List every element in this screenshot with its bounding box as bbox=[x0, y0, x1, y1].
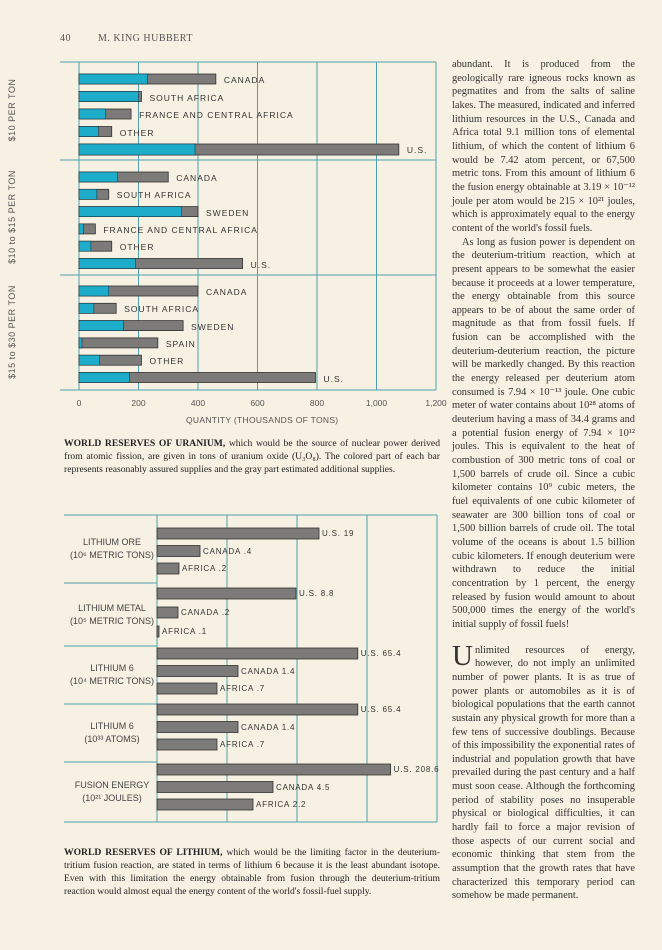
uranium-caption-text: which would be the source of nuclear power derived from atomic fission, are given in tons of uranium oxide (U₃O₈). The colored part of each bar represents reasonably assured supplies and the gray part estimated additional supplies. bbox=[64, 438, 440, 475]
body-paragraph-3 bbox=[452, 639, 635, 903]
bar-label: SWEDEN bbox=[191, 321, 235, 332]
lithium-bar-label: U.S. 8.8 bbox=[299, 589, 335, 598]
uranium-caption-title: WORLD RESERVES OF URANIUM, bbox=[64, 438, 226, 449]
lithium-bar-label: AFRICA .1 bbox=[162, 627, 207, 636]
bar-label: SOUTH AFRICA bbox=[116, 190, 192, 201]
body-paragraph-1: abundant. It is produced from the geologically rare igneous rocks known as pegmatites and from the salts of saline lakes. The measured, indicated and inferred lithium resources in the U.S., Canada and Africa total 9.1 million tons of elemental lithium, of which the content of lithium 6 would be 7.42 atom percent, or 67,500 metric tons. From this amount of lithium 6 the fusion energy obtainable at 3.19 × 10⁻¹² joule per atom would be 215 × 10²¹ joules, which is approximately equal to the energy content of the world's fossil fuels. bbox=[452, 59, 635, 234]
lithium-bar bbox=[157, 563, 179, 574]
drop-cap: U bbox=[452, 639, 473, 672]
x-tick-label: 800 bbox=[309, 398, 325, 408]
price-group-label: $10 PER TON bbox=[7, 78, 17, 142]
bar-label: OTHER bbox=[119, 127, 155, 138]
lithium-group-label-line1: FUSION ENERGY bbox=[74, 780, 150, 790]
bar-label: U.S. bbox=[323, 373, 345, 384]
bar-label: CANADA bbox=[223, 75, 266, 85]
lithium-group-label-line2: (10⁶ METRIC TONS) bbox=[70, 550, 154, 560]
price-group-label: $15 to $30 PER TON bbox=[7, 284, 17, 379]
x-tick-label: 400 bbox=[190, 398, 206, 408]
page-number: 40 bbox=[60, 33, 71, 44]
lithium-bar-label: CANADA .4 bbox=[203, 546, 252, 556]
bar-label: FRANCE AND CENTRAL AFRICA bbox=[103, 224, 258, 235]
lithium-caption-title: WORLD RESERVES OF LITHIUM, bbox=[64, 847, 223, 858]
lithium-bar bbox=[157, 666, 238, 677]
bar-label: U.S. bbox=[406, 145, 428, 155]
bar-label: OTHER bbox=[119, 242, 155, 253]
lithium-bar bbox=[157, 528, 319, 539]
bar-label: SOUTH AFRICA bbox=[124, 304, 199, 315]
body-text-column bbox=[452, 58, 635, 903]
bar-label: SOUTH AFRICA bbox=[149, 92, 225, 103]
x-tick-label: 200 bbox=[131, 398, 146, 408]
x-tick-label: 0 bbox=[76, 398, 82, 408]
lithium-group-label-line1: LITHIUM 6 bbox=[90, 721, 134, 731]
lithium-bar bbox=[157, 722, 238, 733]
lithium-bar bbox=[157, 782, 273, 793]
author-name: M. KING HUBBERT bbox=[98, 33, 193, 44]
lithium-bar bbox=[157, 546, 200, 557]
x-tick-label: 1,200 bbox=[425, 398, 447, 408]
lithium-bar-label: U.S. 19 bbox=[322, 529, 355, 538]
x-tick-label: 1,000 bbox=[365, 398, 388, 408]
bar-label: SWEDEN bbox=[206, 207, 250, 218]
lithium-group-label-line1: LITHIUM 6 bbox=[90, 663, 134, 673]
lithium-group-label-line2: (10³³ ATOMS) bbox=[84, 734, 140, 744]
lithium-bar bbox=[157, 739, 217, 750]
lithium-bar-label: U.S. 65.4 bbox=[360, 649, 402, 658]
lithium-bar-label: CANADA 1.4 bbox=[241, 666, 296, 676]
lithium-bar-label: U.S. 65.4 bbox=[360, 705, 402, 714]
lithium-group-label-line1: LITHIUM METAL bbox=[78, 602, 146, 613]
lithium-bar-label: CANADA 1.4 bbox=[241, 722, 296, 732]
lithium-group-label-line1: LITHIUM ORE bbox=[82, 537, 141, 547]
lithium-bar bbox=[157, 764, 391, 775]
lithium-group-label-line2: (10⁴ METRIC TONS) bbox=[69, 676, 155, 686]
lithium-bar bbox=[157, 799, 253, 810]
bar-label: FRANCE AND CENTRAL AFRICA bbox=[139, 110, 294, 120]
lithium-bar bbox=[157, 626, 159, 637]
lithium-bar-label: AFRICA .7 bbox=[220, 684, 265, 693]
lithium-bar-label: CANADA 4.5 bbox=[276, 782, 331, 792]
lithium-bar-label: CANADA .2 bbox=[181, 608, 230, 617]
lithium-bar-label: AFRICA 2.2 bbox=[256, 800, 307, 809]
lithium-bar bbox=[157, 704, 358, 715]
bar-label: OTHER bbox=[149, 356, 185, 367]
body-paragraph-3-text: nlimited resources of energy, however, do not imply an unlimited number of power plants. It is as true of power plants or automobiles as it is of biological populations that the earth cannot sustain any physical growth for more than a few tens of successive doublings. Because of this impossibility the exponential rates of industrial and population growth that have prevailed during the past century and a half must soon cease. Although the forthcoming period of stability poses no insuperable physical or biological difficulties, it can hardly fail to force a major revision of those aspects of our current social and economic thinking that stem from the assumption that the growth rates that have characterized this temporary period can somehow be made permanent. bbox=[452, 644, 635, 902]
lithium-caption bbox=[64, 846, 440, 898]
uranium-x-axis-label: QUANTITY (THOUSANDS OF TONS) bbox=[186, 415, 339, 425]
bar-label: SPAIN bbox=[165, 338, 196, 349]
x-tick-label: 600 bbox=[250, 398, 265, 408]
lithium-bar-label: AFRICA .7 bbox=[220, 740, 265, 749]
bar-label: U.S. bbox=[250, 259, 272, 270]
lithium-bar-label: AFRICA .2 bbox=[182, 564, 227, 573]
bar-label: CANADA bbox=[206, 287, 248, 297]
lithium-caption-text: which would be the limiting factor in the deuterium-tritium fusion reaction, are stated in terms of lithium 6 because it is the least abundant isotope. Even with this limitation the energy obtainable from fusion through the deuterium-tritium reaction would almost equal the energy content of the world's fossil-fuel supply. bbox=[64, 847, 440, 897]
lithium-bar-label: U.S. 208.6 bbox=[393, 765, 440, 774]
lithium-group-label-line2: (10⁵ METRIC TONS) bbox=[70, 615, 154, 626]
price-group-label: $10 to $15 PER TON bbox=[7, 169, 17, 264]
lithium-group-label-line2: (10²¹ JOULES) bbox=[82, 793, 142, 803]
body-paragraph-2: As long as fusion power is dependent on the deuterium-tritium reaction, which at present appears to be somewhat the easier because it proceeds at a lower temperature, the energy obtainable from this source appears to be of about the same order of magnitude as that from fossil fuels. If fusion can be accomplished with the deuterium-deuterium reaction, the picture will be markedly changed. By this reaction the energy released per deuterium atom consumed is 7.94 × 10⁻¹³ joule. One cubic meter of water contains about 10²⁸ atoms of deuterium having a mass of 34.4 grams and a potential fusion energy of 7.94 × 10¹² joules. This is equivalent to the heat of combustion of 300 metric tons of coal or 1,500 barrels of crude oil. Since a cubic kilometer contains 10⁹ cubic meters, the fuel equivalents of one cubic kilometer of seawater are 300 billion tons of coal or 1,500 billion barrels of crude oil. The total volume of the oceans is about 1.5 billion cubic kilometers. If enough deuterium were withdrawn to reduce the initial concentration by 1 percent, the energy released by fusion would amount to about 500,000 times the energy of the world's initial supply of fossil fuels! bbox=[452, 236, 635, 630]
bar-label: CANADA bbox=[176, 173, 218, 183]
lithium-bar bbox=[157, 683, 217, 694]
lithium-bar bbox=[157, 588, 296, 599]
lithium-bar bbox=[157, 648, 358, 659]
